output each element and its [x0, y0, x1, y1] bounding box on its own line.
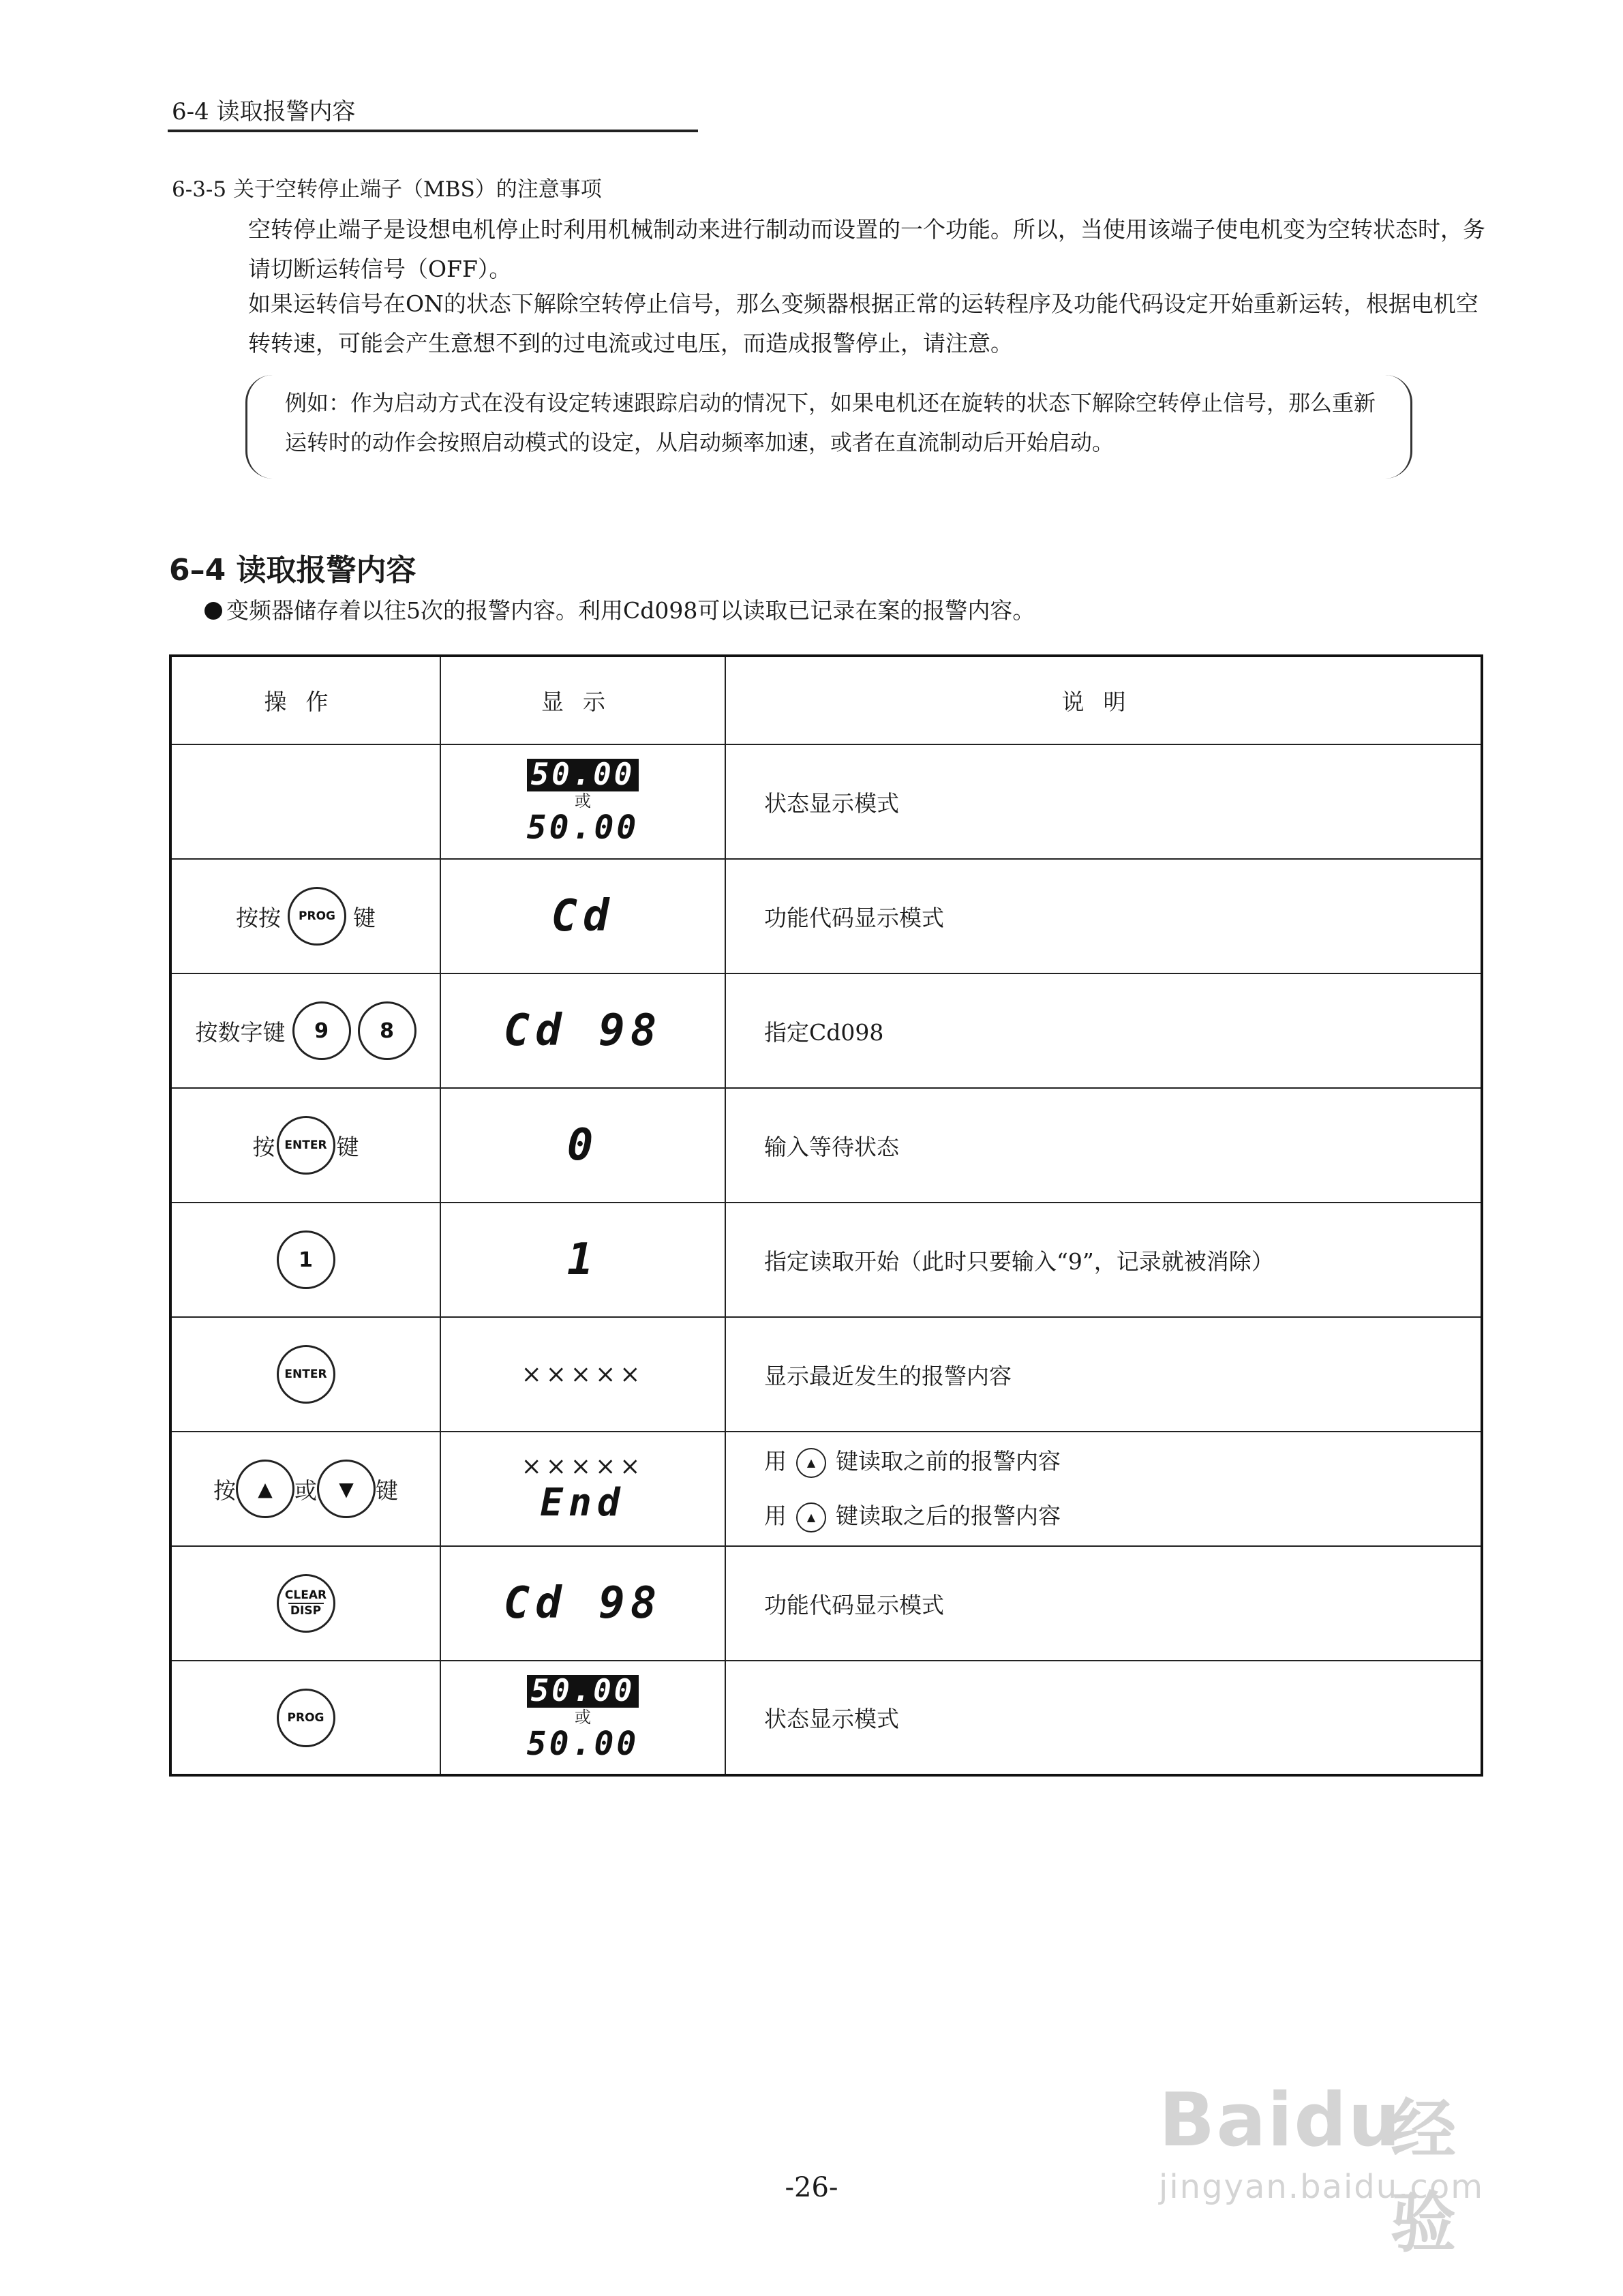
op-prefix: 按 [252, 1133, 275, 1160]
desc-cell: 输入等待状态 [725, 1088, 1482, 1203]
or-label: 或 [575, 791, 591, 811]
alarm-code-placeholder: ××××× [521, 1453, 645, 1481]
display-cell [440, 744, 725, 859]
op-cell [170, 744, 440, 859]
desc-cell: 显示最近发生的报警内容 [725, 1317, 1482, 1432]
alarm-read-table [169, 654, 1483, 1777]
lcd-display: Cd 98 [503, 1006, 663, 1056]
prog-key-icon: PROG [277, 1689, 335, 1747]
table-header-row [170, 656, 1482, 744]
desc-prefix: 用 [764, 1502, 787, 1529]
table-row [170, 859, 1482, 973]
op-cell [170, 1088, 440, 1203]
note-box [245, 375, 1412, 479]
header-rule [168, 130, 698, 132]
table-row [170, 1203, 1482, 1317]
page-number: -26- [785, 2172, 838, 2203]
right-paren [1385, 375, 1412, 479]
display-cell [440, 859, 725, 973]
up-key-icon: ▲ [796, 1448, 826, 1478]
section-title: 6–4 读取报警内容 [169, 553, 416, 588]
note-text: 例如：作为启动方式在没有设定转速跟踪启动的情况下，如果电机还在旋转的状态下解除空转停止信号，那么重新运转时的动作会按照启动模式的设定，从启动频率加速，或者在直流制动后开始启动。 [285, 390, 1376, 455]
lcd-normal: 50.00 [526, 809, 639, 847]
lcd-normal: 50.00 [526, 1724, 639, 1763]
desc-text: 键读取之前的报警内容 [836, 1448, 1061, 1475]
op-suffix: 键 [353, 904, 376, 931]
op-cell [170, 973, 440, 1088]
lcd-display: 0 [566, 1120, 599, 1170]
prog-key-icon: PROG [288, 887, 346, 946]
left-paren [245, 375, 273, 479]
desc-prefix: 用 [764, 1448, 787, 1475]
desc-cell: 指定读取开始（此时只要输入“9”，记录就被消除） [725, 1203, 1482, 1317]
desc-cell: 指定Cd098 [725, 973, 1482, 1088]
table-row [170, 1317, 1482, 1432]
op-prefix: 按 [213, 1477, 236, 1504]
alarm-code-placeholder: ××××× [521, 1360, 645, 1389]
op-prefix: 按数字键 [195, 1018, 286, 1046]
or-label: 或 [575, 1707, 591, 1727]
lcd-display: 1 [566, 1235, 599, 1285]
lcd-display: Cd 98 [503, 1578, 663, 1629]
display-cell [440, 1317, 725, 1432]
desc-cell: 功能代码显示模式 [725, 859, 1482, 973]
desc-line-2 [764, 1489, 1481, 1543]
disp-label: DISP [290, 1604, 322, 1618]
op-cell [170, 1546, 440, 1661]
paragraph-2: 如果运转信号在ON的状态下解除空转停止信号，那么变频器根据正常的运转程序及功能代码设定开始重新运转，根据电机空转转速，可能会产生意想不到的过电流或过电压，而造成报警停止，请注意。 [248, 290, 1478, 357]
lcd-display: Cd [551, 891, 615, 941]
enter-key-icon: ENTER [277, 1345, 335, 1404]
subsection-title: 6-3-5 关于空转停止端子（MBS）的注意事项 [172, 177, 602, 202]
down-arrow-key-icon: ▼ [317, 1460, 376, 1518]
op-cell [170, 1661, 440, 1775]
header-display: 显示 [440, 656, 725, 744]
section-intro [204, 593, 1035, 625]
display-cell [440, 1088, 725, 1203]
watermark-brand: Baidu [1159, 2078, 1402, 2163]
table-row [170, 744, 1482, 859]
op-suffix: 键 [336, 1133, 359, 1160]
up-arrow-key-icon: ▲ [236, 1460, 294, 1518]
table-row [170, 973, 1482, 1088]
key-9-icon: 9 [292, 1001, 351, 1060]
lcd-inverted: 50.00 [527, 759, 639, 791]
table-row [170, 1546, 1482, 1661]
clear-label: CLEAR [284, 1588, 327, 1602]
desc-text: 键读取之后的报警内容 [836, 1502, 1061, 1529]
desc-line-1 [764, 1434, 1481, 1489]
bullet-icon [204, 602, 222, 620]
key-8-icon: 8 [358, 1001, 416, 1060]
section-intro-text: 变频器储存着以往5次的报警内容。利用Cd098可以读取已记录在案的报警内容。 [226, 597, 1035, 624]
op-cell [170, 1317, 440, 1432]
op-prefix: 按按 [236, 904, 281, 931]
display-cell [440, 1432, 725, 1546]
op-cell [170, 859, 440, 973]
desc-cell [725, 1432, 1482, 1546]
desc-cell: 状态显示模式 [725, 744, 1482, 859]
key-1-icon: 1 [277, 1230, 335, 1289]
display-cell [440, 1203, 725, 1317]
lcd-inverted: 50.00 [527, 1675, 639, 1708]
op-middle: 或 [294, 1477, 317, 1504]
watermark-url: jingyan.baidu.com [1159, 2168, 1484, 2206]
paragraph-1: 空转停止端子是设想电机停止时利用机械制动来进行制动而设置的一个功能。所以，当使用该端子使电机变为空转状态时，务请切断运转信号（OFF）。 [248, 216, 1485, 282]
desc-cell: 状态显示模式 [725, 1661, 1482, 1775]
op-suffix: 键 [376, 1477, 398, 1504]
enter-key-icon: ENTER [277, 1116, 335, 1175]
header-title: 6-4 读取报警内容 [172, 98, 356, 125]
watermark-brand-cn: 经验 [1391, 2091, 1456, 2261]
header-description: 说明 [725, 656, 1482, 744]
display-cell [440, 973, 725, 1088]
up-key-icon: ▲ [796, 1502, 826, 1532]
desc-cell: 功能代码显示模式 [725, 1546, 1482, 1661]
display-cell [440, 1661, 725, 1775]
lcd-display: End [540, 1481, 626, 1525]
op-cell [170, 1432, 440, 1546]
table-row [170, 1661, 1482, 1775]
clear-disp-key-icon [277, 1574, 335, 1633]
header-operation: 操作 [170, 656, 440, 744]
table-row [170, 1432, 1482, 1546]
display-cell [440, 1546, 725, 1661]
table-row [170, 1088, 1482, 1203]
op-cell [170, 1203, 440, 1317]
